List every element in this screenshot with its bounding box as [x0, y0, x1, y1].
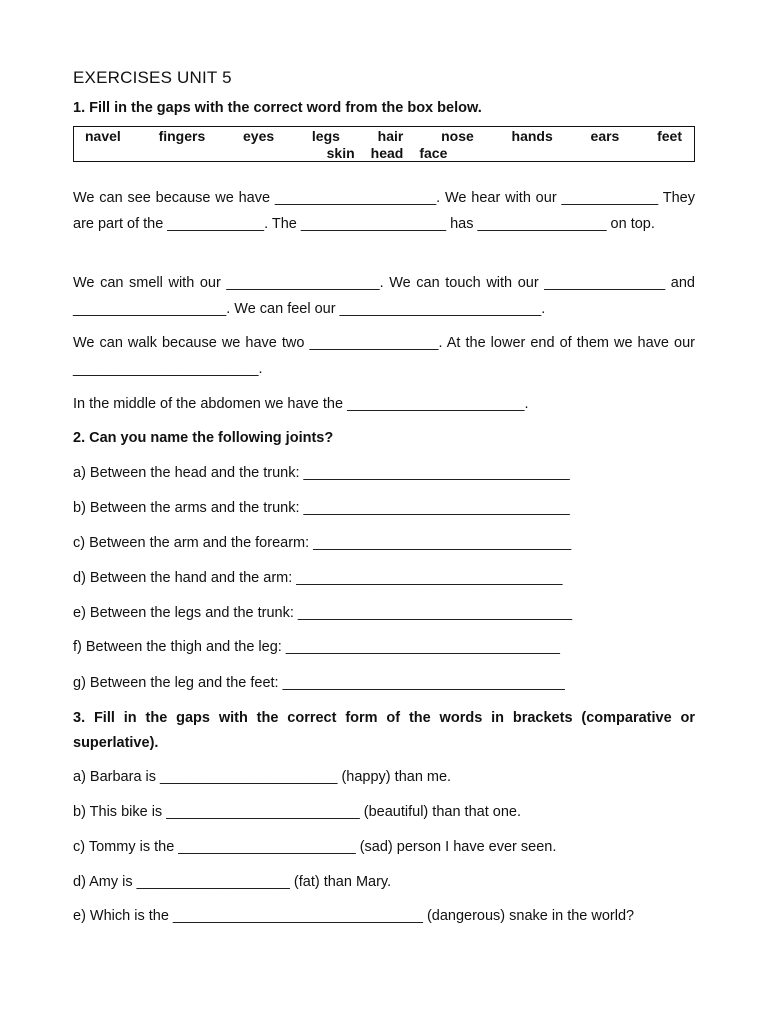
word-box-word: ears: [590, 128, 620, 144]
word-box-word: nose: [441, 128, 474, 144]
word-box-word: legs: [311, 128, 340, 144]
word-box: [73, 126, 695, 162]
word-box-word: feet: [657, 128, 682, 144]
comparative-question: e) Which is the _______________________________ (dangerous) snake in the world?: [73, 908, 635, 924]
word-box-word: head: [370, 145, 404, 161]
fill-in-paragraph: We can see because we have ____________________. We hear with our ____________ They are part of the ____________. The __________________ has ________________ on top.: [73, 190, 695, 232]
joint-question: c) Between the arm and the forearm: ________________________________: [73, 535, 572, 551]
word-box-row-1: [85, 128, 682, 144]
fill-in-paragraph: We can walk because we have two ________________. At the lower end of them we have our _______________________.: [73, 335, 695, 377]
joint-question: g) Between the leg and the feet: ___________________________________: [73, 675, 565, 691]
joint-question: e) Between the legs and the trunk: __________________________________: [73, 605, 573, 621]
section-2-heading: 2. Can you name the following joints?: [73, 430, 334, 446]
word-box-word: skin: [326, 145, 355, 161]
word-box-word: hands: [511, 128, 553, 144]
comparative-question: b) This bike is ________________________ (beautiful) than that one.: [73, 804, 521, 820]
joint-question: f) Between the thigh and the leg: __________________________________: [73, 639, 560, 655]
section-1-heading: 1. Fill in the gaps with the correct word from the box below.: [73, 100, 482, 116]
comparative-question: a) Barbara is ______________________ (happy) than me.: [73, 769, 452, 785]
word-box-word: navel: [85, 128, 121, 144]
fill-in-paragraph: In the middle of the abdomen we have the ______________________.: [73, 396, 529, 412]
joint-question: a) Between the head and the trunk: _________________________________: [73, 465, 570, 481]
word-box-word: eyes: [243, 128, 275, 144]
page-title: EXERCISES UNIT 5: [73, 68, 232, 87]
comparative-question: c) Tommy is the ______________________ (sad) person I have ever seen.: [73, 839, 557, 855]
section-3-heading: 3. Fill in the gaps with the correct form of the words in brackets (comparative or superlative).: [73, 710, 695, 751]
word-box-word: face: [419, 145, 448, 161]
fill-in-paragraph: We can smell with our ___________________. We can touch with our _______________ and ___________________. We can feel our _________________________.: [73, 275, 695, 317]
word-box-word: hair: [377, 128, 404, 144]
joint-question: b) Between the arms and the trunk: _________________________________: [73, 500, 570, 516]
word-box-word: fingers: [158, 128, 206, 144]
comparative-question: d) Amy is ___________________ (fat) than Mary.: [73, 874, 392, 890]
word-box-row-2: [74, 145, 694, 161]
joint-question: d) Between the hand and the arm: _________________________________: [73, 570, 563, 586]
